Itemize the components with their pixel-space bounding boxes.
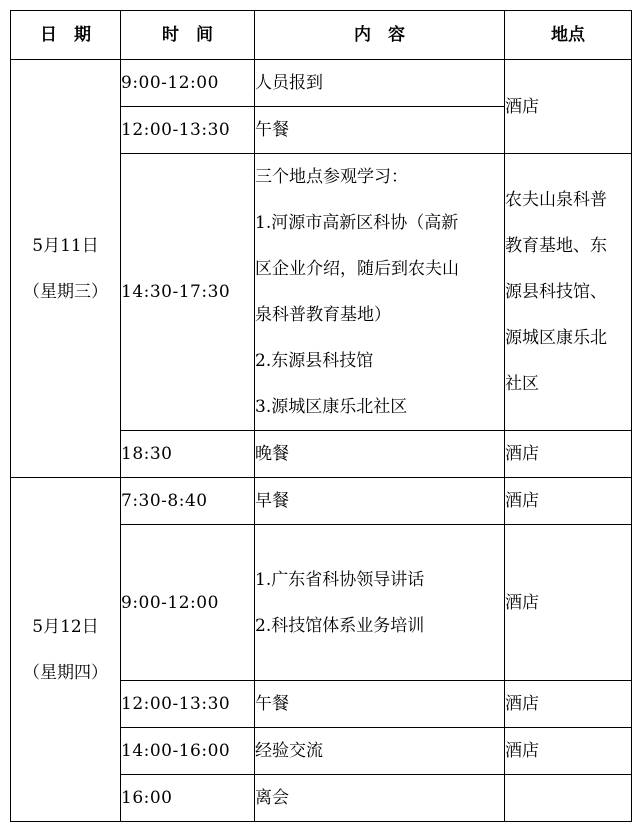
- schedule-table: [10, 10, 632, 822]
- time-cell: 12:00-13:30: [121, 681, 255, 728]
- place-cell: 酒店: [505, 478, 632, 525]
- header-date: 日 期: [11, 11, 121, 60]
- content-cell: 晚餐: [255, 431, 505, 478]
- place-cell: 酒店: [505, 728, 632, 775]
- content-cell: 午餐: [255, 107, 505, 154]
- header-place: 地点: [505, 11, 632, 60]
- content-line: 2.科技馆体系业务培训: [255, 615, 425, 636]
- content-cell: 人员报到: [255, 60, 505, 107]
- content-line: 区企业介绍，随后到农夫山: [255, 259, 459, 279]
- time-cell: 12:00-13:30: [121, 107, 255, 154]
- place-cell: 酒店: [505, 60, 632, 154]
- day2-date: 5月12日: [32, 616, 99, 637]
- table-row: [11, 478, 632, 525]
- content-line: 2.东源县科技馆: [255, 351, 374, 371]
- header-content: 内 容: [255, 11, 505, 60]
- content-line: 1.河源市高新区科协（高新: [255, 213, 459, 233]
- content-line: 3.源城区康乐北社区: [255, 397, 408, 417]
- time-cell: 16:00: [121, 775, 255, 822]
- day1-weekday: （星期三）: [23, 281, 108, 302]
- content-cell: [255, 525, 505, 681]
- place-line: 源县科技馆、: [505, 282, 607, 302]
- day2-date-cell: [11, 478, 121, 822]
- time-cell: 14:00-16:00: [121, 728, 255, 775]
- time-cell: 9:00-12:00: [121, 60, 255, 107]
- place-cell: 酒店: [505, 431, 632, 478]
- time-cell: 7:30-8:40: [121, 478, 255, 525]
- place-line: 社区: [505, 374, 539, 394]
- place-line: 农夫山泉科普: [505, 190, 607, 210]
- place-cell: 酒店: [505, 525, 632, 681]
- place-line: 源城区康乐北: [505, 328, 607, 348]
- content-cell: 午餐: [255, 681, 505, 728]
- place-cell: [505, 775, 632, 822]
- time-cell: 14:30-17:30: [121, 154, 255, 431]
- time-cell: 18:30: [121, 431, 255, 478]
- content-line: 三个地点参观学习：: [255, 167, 408, 187]
- content-cell: 经验交流: [255, 728, 505, 775]
- content-line: 泉科普教育基地）: [255, 305, 391, 325]
- day1-date: 5月11日: [32, 235, 99, 256]
- place-cell: [505, 154, 632, 431]
- day2-weekday: （星期四）: [23, 662, 108, 683]
- table-row: [11, 60, 632, 107]
- content-cell: 离会: [255, 775, 505, 822]
- place-cell: 酒店: [505, 681, 632, 728]
- content-cell: 早餐: [255, 478, 505, 525]
- day1-date-cell: [11, 60, 121, 478]
- content-line: 1.广东省科协领导讲话: [255, 569, 425, 590]
- place-line: 教育基地、东: [505, 236, 607, 256]
- header-row: [11, 11, 632, 60]
- header-time: 时 间: [121, 11, 255, 60]
- time-cell: 9:00-12:00: [121, 525, 255, 681]
- content-cell: [255, 154, 505, 431]
